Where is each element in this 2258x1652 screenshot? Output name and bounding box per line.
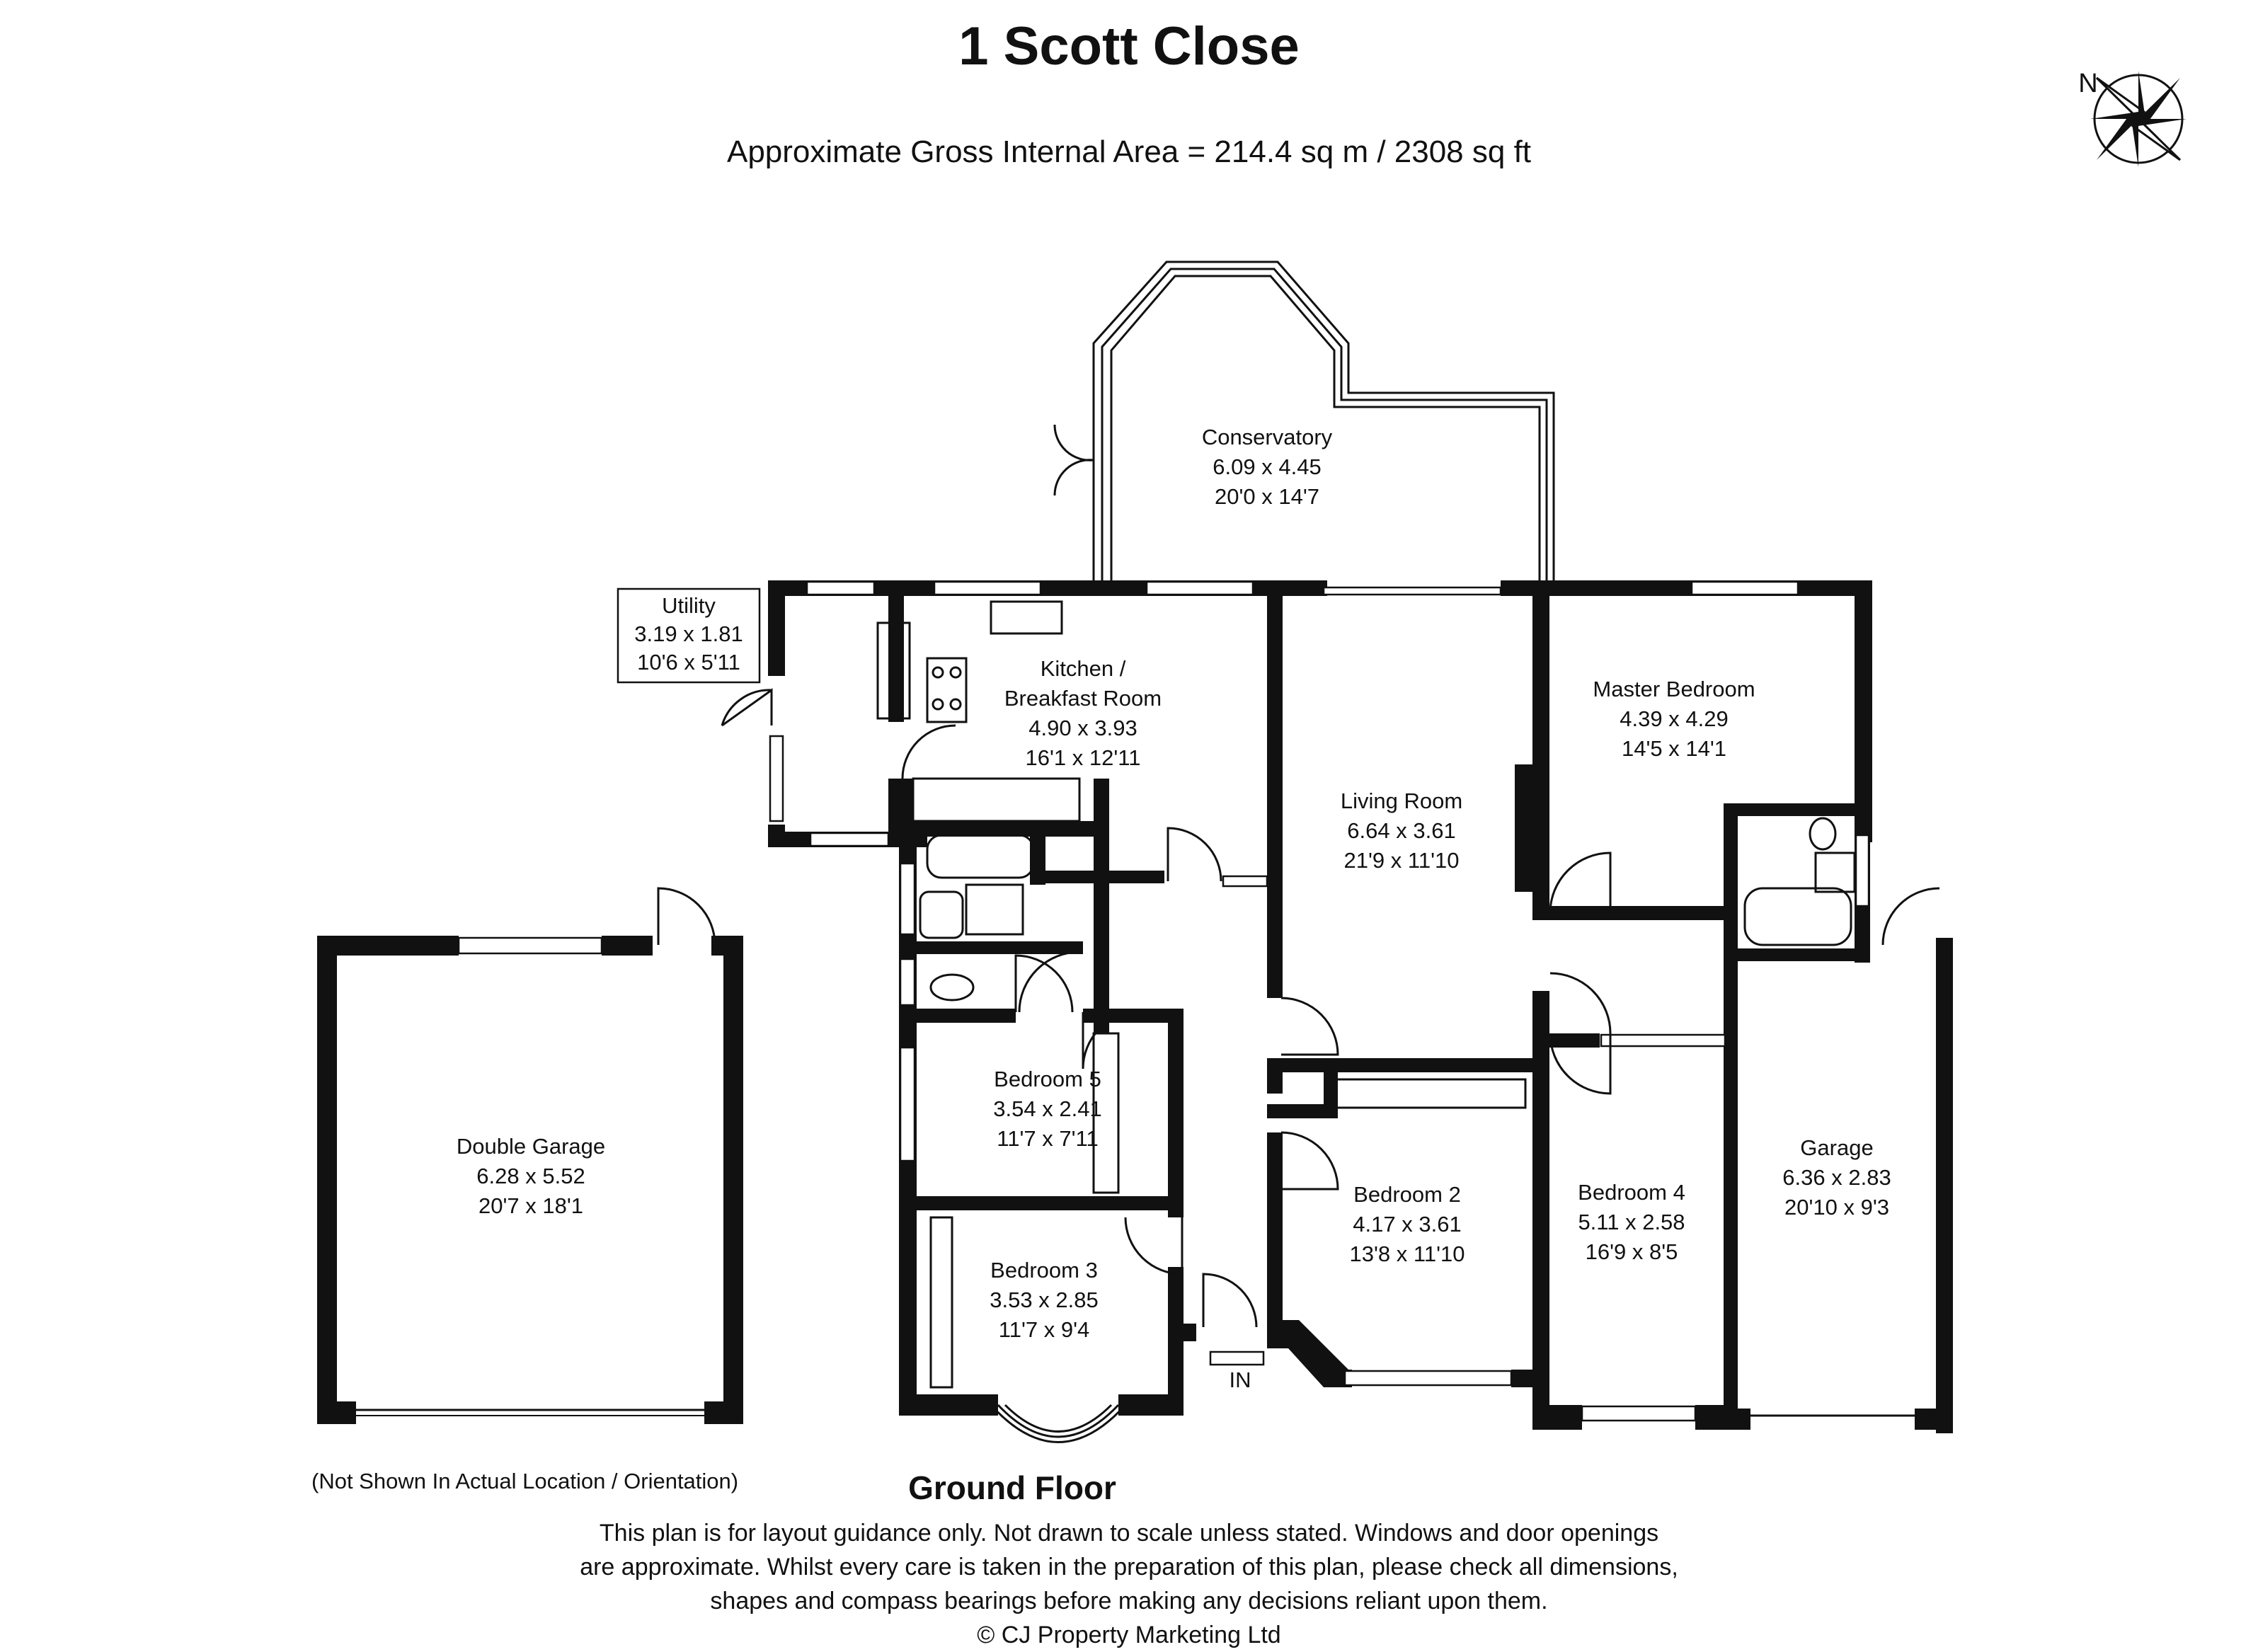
conservatory-name: Conservatory bbox=[1201, 425, 1333, 449]
utility-name: Utility bbox=[662, 593, 716, 618]
kitchen-imperial: 16'1 x 12'11 bbox=[1025, 745, 1141, 770]
bedroom4-name: Bedroom 4 bbox=[1578, 1180, 1685, 1205]
disclaimer-line-3: shapes and compass bearings before making any decisions reliant upon them. bbox=[710, 1588, 1548, 1614]
double-garage-metric: 6.28 x 5.52 bbox=[476, 1164, 585, 1188]
disclaimer bbox=[0, 1516, 2258, 1652]
copyright-line: © CJ Property Marketing Ltd bbox=[977, 1622, 1281, 1648]
room-garage bbox=[1782, 1135, 1891, 1220]
kitchen-name-line2: Breakfast Room bbox=[1004, 686, 1162, 711]
room-bedroom-5 bbox=[993, 1067, 1101, 1151]
room-master-bedroom bbox=[1593, 677, 1755, 761]
master-imperial: 14'5 x 14'1 bbox=[1621, 736, 1727, 761]
gross-area-subtitle: Approximate Gross Internal Area = 214.4 sq m / 2308 sq ft bbox=[726, 134, 1532, 169]
floor-label: Ground Floor bbox=[908, 1469, 1116, 1506]
room-utility bbox=[618, 589, 760, 682]
room-bedroom-4 bbox=[1578, 1180, 1685, 1264]
bedroom4-metric: 5.11 x 2.58 bbox=[1578, 1210, 1685, 1234]
bedroom3-name: Bedroom 3 bbox=[990, 1258, 1098, 1283]
house-walls bbox=[768, 580, 1953, 1433]
double-garage-name: Double Garage bbox=[456, 1134, 606, 1159]
room-double-garage bbox=[457, 1134, 605, 1218]
bedroom3-imperial: 11'7 x 9'4 bbox=[998, 1317, 1090, 1342]
garage-metric: 6.36 x 2.83 bbox=[1782, 1165, 1891, 1190]
utility-metric: 3.19 x 1.81 bbox=[634, 621, 743, 646]
room-kitchen bbox=[1004, 656, 1162, 770]
conservatory-metric: 6.09 x 4.45 bbox=[1213, 454, 1322, 479]
bedroom2-metric: 4.17 x 3.61 bbox=[1353, 1212, 1462, 1237]
entrance-label: IN bbox=[1229, 1367, 1251, 1392]
room-living bbox=[1341, 788, 1462, 873]
bedroom5-name: Bedroom 5 bbox=[994, 1067, 1101, 1091]
master-name: Master Bedroom bbox=[1593, 677, 1755, 701]
entrance bbox=[1210, 1352, 1263, 1392]
bedroom5-imperial: 11'7 x 7'11 bbox=[997, 1126, 1099, 1151]
room-conservatory bbox=[1202, 425, 1333, 509]
conservatory-imperial: 20'0 x 14'7 bbox=[1214, 484, 1320, 509]
bedroom2-name: Bedroom 2 bbox=[1353, 1182, 1461, 1207]
utility-imperial: 10'6 x 5'11 bbox=[637, 650, 740, 675]
living-name: Living Room bbox=[1340, 788, 1463, 813]
master-metric: 4.39 x 4.29 bbox=[1620, 706, 1729, 731]
living-imperial: 21'9 x 11'10 bbox=[1343, 848, 1460, 873]
garage-imperial: 20'10 x 9'3 bbox=[1784, 1195, 1890, 1220]
kitchen-name-line1: Kitchen / bbox=[1040, 656, 1126, 681]
bedroom5-metric: 3.54 x 2.41 bbox=[993, 1096, 1102, 1121]
room-bedroom-3 bbox=[990, 1258, 1098, 1342]
bedroom2-imperial: 13'8 x 11'10 bbox=[1349, 1241, 1465, 1266]
disclaimer-line-2: are approximate. Whilst every care is taken in the preparation of this plan, please check all dimensions, bbox=[580, 1554, 1678, 1581]
compass-north-label: N bbox=[2078, 69, 2098, 98]
plan-title: 1 Scott Close bbox=[958, 16, 1300, 76]
location-note: (Not Shown In Actual Location / Orientation) bbox=[311, 1469, 739, 1493]
garage-name: Garage bbox=[1800, 1135, 1874, 1160]
compass-icon bbox=[2078, 69, 2187, 167]
room-bedroom-2 bbox=[1350, 1182, 1465, 1266]
disclaimer-line-1: This plan is for layout guidance only. Not drawn to scale unless stated. Windows and door openings bbox=[599, 1520, 1659, 1547]
kitchen-metric: 4.90 x 3.93 bbox=[1028, 716, 1137, 740]
living-metric: 6.64 x 3.61 bbox=[1347, 818, 1456, 843]
double-garage-imperial: 20'7 x 18'1 bbox=[478, 1193, 584, 1218]
bedroom4-imperial: 16'9 x 8'5 bbox=[1585, 1239, 1678, 1264]
bedroom3-metric: 3.53 x 2.85 bbox=[990, 1287, 1099, 1312]
